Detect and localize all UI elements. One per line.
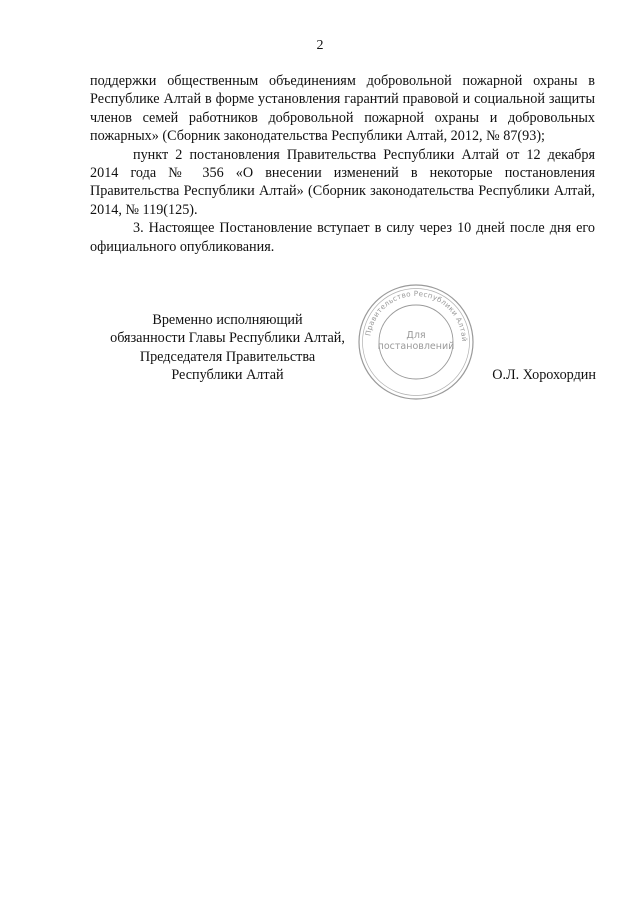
signatory-title-line: Председателя Правительства (139, 348, 316, 365)
document-body (90, 72, 595, 256)
signatory-title-line: Временно исполняющий (152, 312, 303, 328)
paragraph-item-2: пункт 2 постановления Правительства Республики Алтай от 12 декабря 2014 года № 356 «О внесении изменений в некоторые постановления Правительства Республики Алтай» (Сборник законодательства Республики Алтай, 2014, № 119(125). (90, 146, 595, 218)
seal-center-line: постановлений (377, 341, 455, 352)
paragraph-effective-date: 3. Настоящее Постановление вступает в силу через 10 дней после дня его официального опубликования. (90, 220, 595, 255)
seal-outer-text: Правительство Республики Алтай (363, 288, 470, 343)
seal-center-line: Для (406, 330, 426, 341)
signer-name: О.Л. Хорохордин (492, 367, 596, 383)
official-seal (356, 282, 476, 402)
page-number: 2 (316, 38, 324, 53)
paragraph-continuation: поддержки общественным объединениям добровольной пожарной охраны в Республике Алтай в форме установления гарантий правовой и социальной защиты членов семей работников добровольной пожарной охраны и добровольных пожарных» (Сборник законодательства Республики Алтай, 2012, № 87(93); (90, 73, 595, 145)
signatory-title-line: обязанности Главы Республики Алтай, (110, 330, 345, 347)
signatory-title-line: Республики Алтай (171, 367, 284, 384)
signatory-title (90, 311, 365, 385)
seal-center-text (356, 330, 476, 352)
